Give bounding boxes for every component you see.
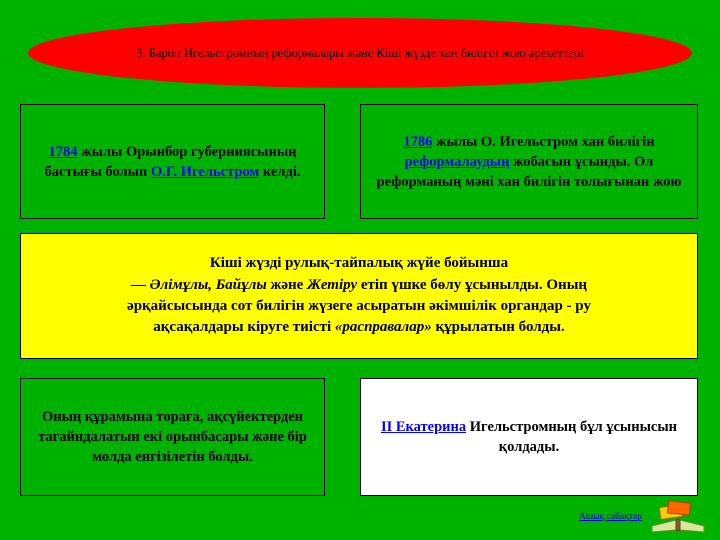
person-link-igelstrom[interactable]: О.Г. Игельстром xyxy=(150,163,260,180)
yellow-line-1: Кіші жүзді рулық-тайпалық жүйе бойынша xyxy=(209,255,509,272)
content-box-left-top xyxy=(20,104,325,219)
content-box-bottom-left xyxy=(20,378,325,496)
content-box-bottom-left-text xyxy=(21,403,324,471)
year-link-1784[interactable]: 1784 xyxy=(48,143,78,160)
yellow-line-2b: және xyxy=(266,276,308,293)
yellow-line-2-italic-1: Әлімұлы, Байұлы xyxy=(149,276,267,293)
right-top-text-2: жобасын ұсынды. Ол реформаның мәні хан билігін толығынан жою xyxy=(376,153,682,190)
page-title: 3. Барон Игельстромның реформалары және Кіші жүзде хан билігін жою әрекеттері xyxy=(136,45,584,60)
reform-link[interactable]: реформалаудың xyxy=(404,153,510,170)
left-top-text-2: келді. xyxy=(259,163,301,180)
bottom-right-text: Игельстромның бұл ұсынысын қолдады. xyxy=(466,419,678,455)
footer-link-open-lessons[interactable]: Ашық сабақтар xyxy=(579,512,642,522)
person-link-catherine-ii[interactable]: ІІ Екатерина xyxy=(380,419,467,435)
yellow-line-4a: ақсақалдары кіруге тиісті xyxy=(153,319,335,336)
content-box-yellow xyxy=(20,233,698,359)
content-box-right-top-text xyxy=(361,128,697,196)
slide-title-shape xyxy=(28,18,692,88)
content-box-yellow-text xyxy=(111,249,607,342)
content-box-bottom-right xyxy=(360,378,698,496)
yellow-line-4b: құрылатын болды. xyxy=(431,319,565,336)
content-box-bottom-right-text xyxy=(361,413,697,461)
yellow-line-2-italic-2: Жетіру xyxy=(307,276,358,293)
left-top-text-1: жылы Орынбор губерниясының бастығы болып xyxy=(44,143,297,180)
yellow-line-3: әрқайсысында сот билігін жүзеге асыратын әкімшілік органдар - ру xyxy=(127,298,591,314)
year-link-1786[interactable]: 1786 xyxy=(403,133,433,150)
content-box-left-top-text xyxy=(21,138,324,186)
content-box-right-top xyxy=(360,104,698,219)
bottom-left-text: Оның құрамына төраға, ақсүйектерден тағайндалатын екі орынбасары және бір молда енгізілетін болды. xyxy=(38,409,307,465)
yellow-line-2c: етіп үшке бөлу ұсынылды. Оның xyxy=(357,276,588,293)
yellow-line-2a: — xyxy=(130,276,150,293)
right-top-text-1: жылы О. Игельстром хан билігін xyxy=(432,133,655,150)
books-icon xyxy=(648,500,708,534)
yellow-line-4-italic: «расправалар» xyxy=(334,319,432,336)
